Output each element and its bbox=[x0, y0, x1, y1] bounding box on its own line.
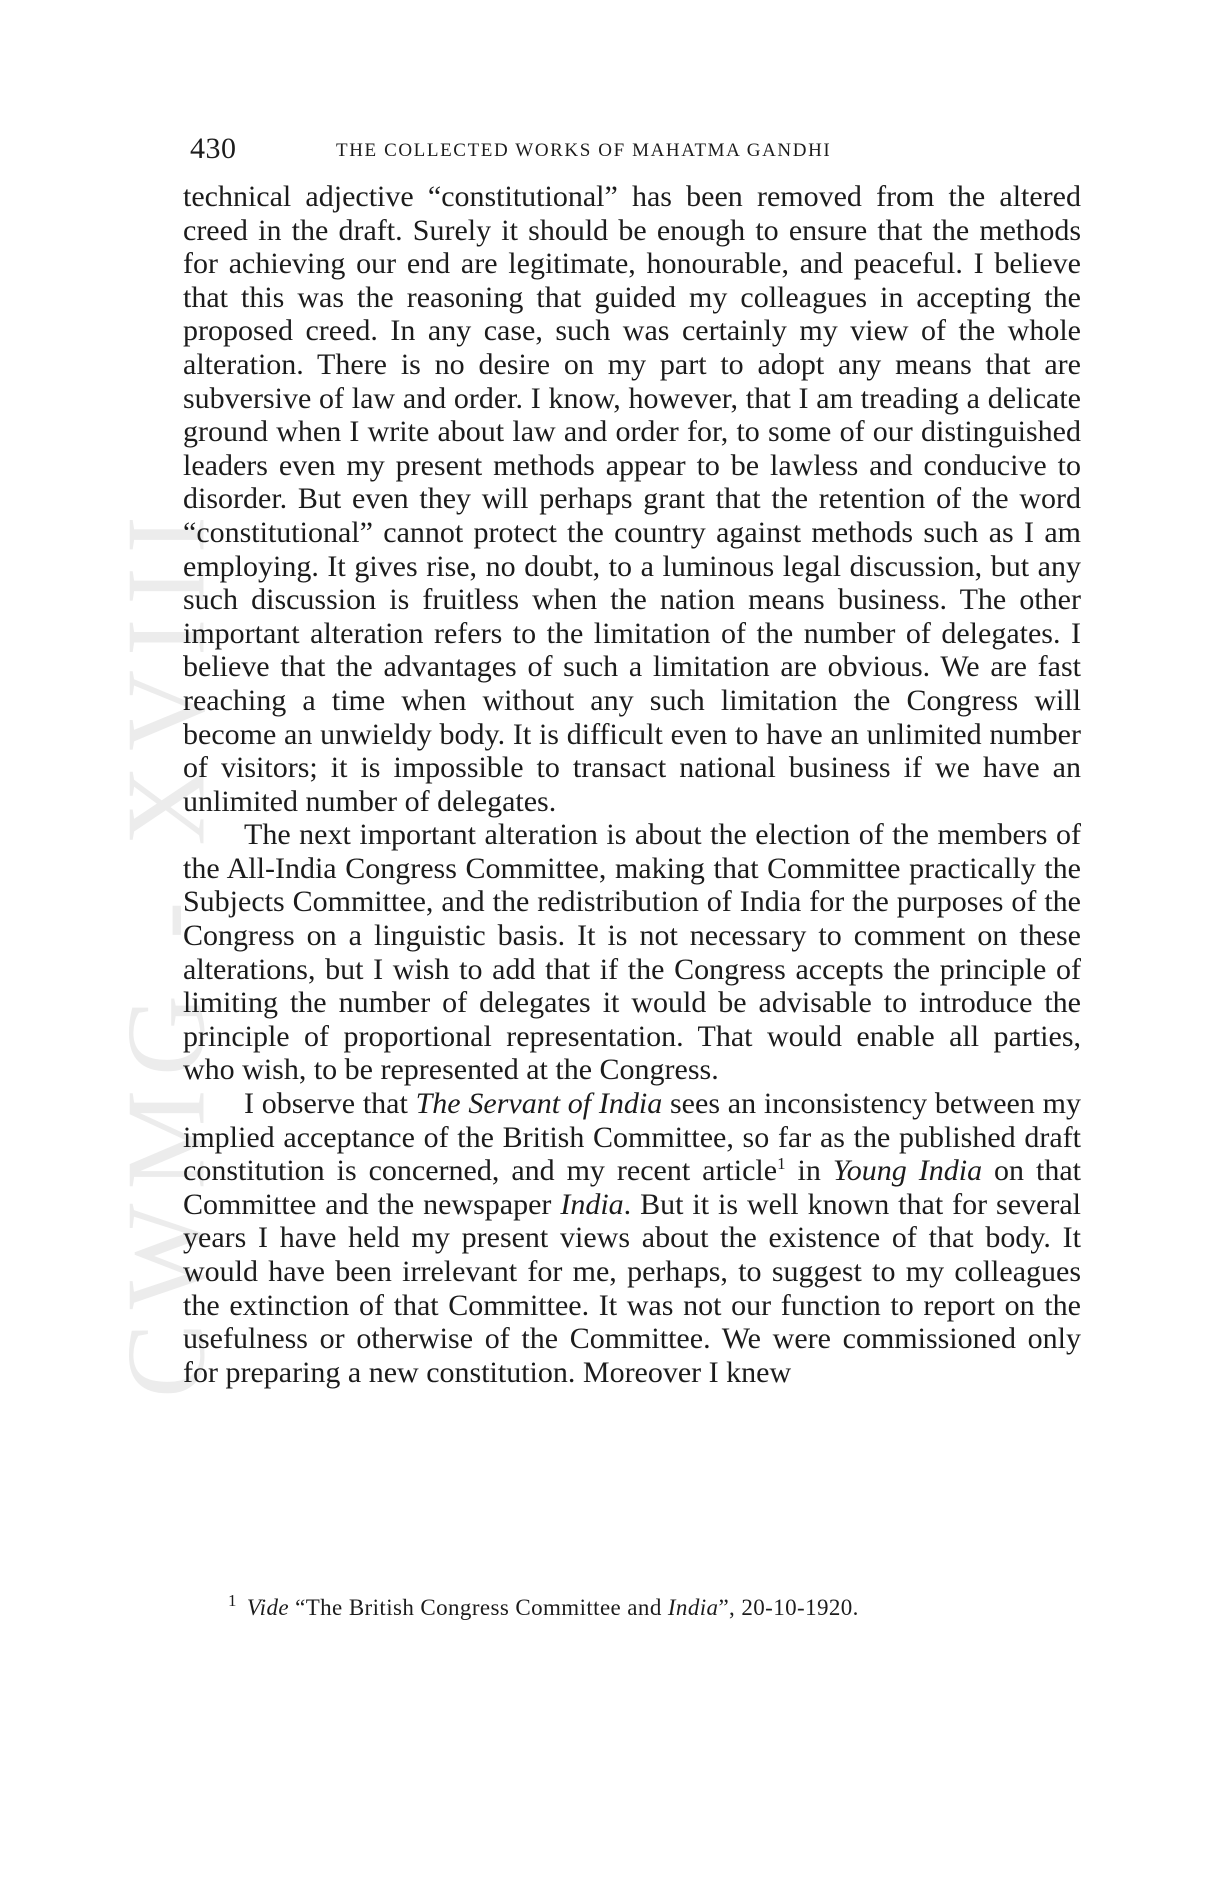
paragraph-3-text: on that Committee and the newspaper bbox=[183, 1154, 1081, 1221]
footnote-reference: 1 bbox=[777, 1154, 786, 1174]
footnote bbox=[228, 1591, 859, 1621]
watermark-text: CWMG - XVIII bbox=[104, 502, 229, 1398]
paragraph-3-text: in bbox=[785, 1154, 833, 1188]
footnote-mark: 1 bbox=[228, 1591, 237, 1611]
running-head bbox=[190, 132, 1080, 168]
footnote-text: ”, 20-10-1920. bbox=[718, 1595, 859, 1620]
running-title: THE COLLECTED WORKS OF MAHATMA GANDHI bbox=[336, 140, 832, 161]
publication-title-india: India bbox=[560, 1187, 624, 1221]
paragraph-3-text: I observe that bbox=[244, 1087, 416, 1121]
publication-title-young-india: Young India bbox=[832, 1154, 983, 1188]
paragraph-2: The next important alteration is about the election of the members of the All-India Congress Committee, making that Committee practically the Subjects Committee, and the redistribution of India for the purposes of the Congress on a linguistic basis. It is not necessary to comment on these alterations, but I wish to add that if the Congress accepts the principle of limiting the number of delegates it would be advisable to introduce the principle of proportional representation. That would enable all parties, who wish, to be represented at the Congress. bbox=[183, 818, 1081, 1087]
paragraph-3 bbox=[183, 1087, 1081, 1389]
page-number: 430 bbox=[190, 132, 237, 165]
paragraph-3-text: . But it is well known that for several years I have held my present views about the existence of that body. It would have been irrelevant for me, perhaps, to suggest to my colleagues the extinction of that Committee. It was not our function to report on the usefulness or otherwise of the Committee. We were commissioned only for preparing a new constitution. Moreover I knew bbox=[183, 1187, 1081, 1389]
paragraph-1: technical adjective “constitutional” has been removed from the altered creed in the draft. Surely it should be enough to ensure that the methods for achieving our end are legitimate, honourable, and peaceful. I believe that this was the reasoning that guided my colleagues in accepting the proposed creed. In any case, such was certainly my view of the whole alteration. There is no desire on my part to adopt any means that are subversive of law and order. I know, however, that I am treading a delicate ground when I write about law and order for, to some of our distinguished leaders even my present methods appear to be lawless and conducive to disorder. But even they will perhaps grant that the retention of the word “constitutional” cannot protect the country against methods such as I am employing. It gives rise, no doubt, to a luminous legal discussion, but any such discussion is fruitless when the nation means business. The other important alteration refers to the limitation of the number of delegates. I believe that the advantages of such a limitation are obvious. We are fast reaching a time when without any such limitation the Congress will become an unwieldy body. It is difficult even to have an unlimited number of visitors; it is impossible to transact national business if we have an unlimited number of delegates. bbox=[183, 180, 1081, 818]
footnote-vide: Vide bbox=[246, 1595, 289, 1620]
footnote-text: “The British Congress Committee and bbox=[288, 1595, 668, 1620]
body-text bbox=[183, 180, 1081, 1389]
paragraph-3-text: sees an inconsistency between my implied acceptance of the British Committee, so far as the published draft constitution is concerned, and my recent article bbox=[183, 1087, 1081, 1188]
footnote-italic-india: India bbox=[667, 1595, 719, 1620]
publication-title-servant-of-india: The Servant of India bbox=[415, 1087, 663, 1121]
